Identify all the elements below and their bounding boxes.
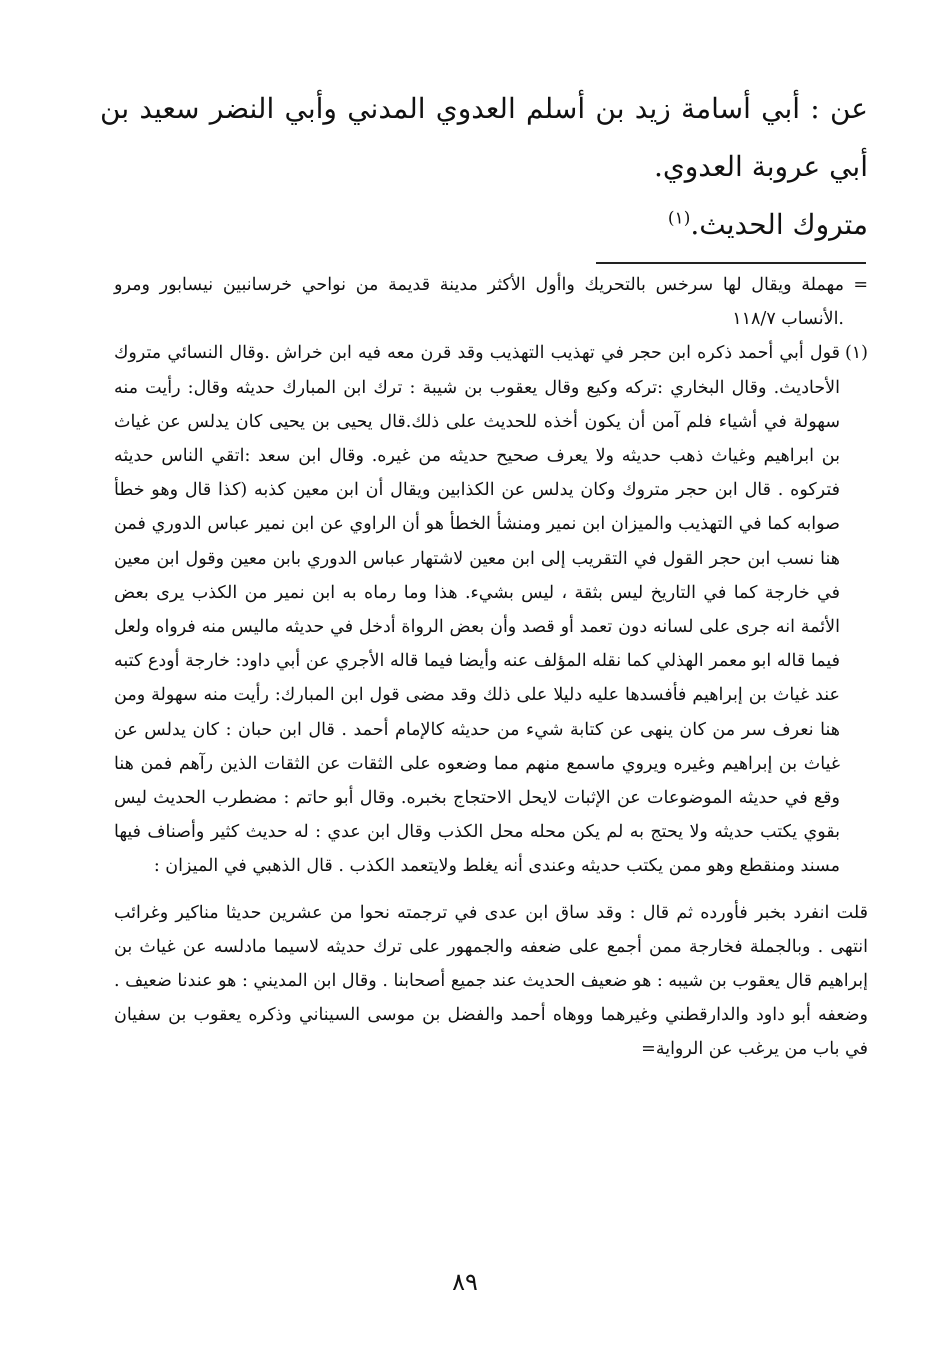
verdict-text: متروك الحديث. [690,208,868,241]
continuation-marker: = [853,275,868,295]
footnotes-section [114,268,868,1067]
footnote-quote: قلت انفرد بخبر فأورده ثم قال : وقد ساق ابن عدى في ترجمته نحوا من عشرين حديثا مناكير وغرائب انتهى . وبالجملة فخارجة ممن أجمع على ضعفه والجمهور على ترك حديثه لاسيما مادلسه عن غياث بن إبراهيم قال يعقوب بن شيبه : هو ضعيف الحديث عند جميع أصحابنا . وقال ابن المديني : هو عندنا ضعيف . وضعفه أبو داود والدارقطني وغيرهما ووهاه أحمد والفضل بن موسى السيناني وذكره يعقوب بن سفيان في باب من يرغب عن الرواية= [114,902,868,1060]
verdict-line [100,196,868,254]
footnote-reference[interactable]: (١) [667,208,691,229]
footnote-1 [114,336,868,883]
footnote-divider [596,262,866,264]
page-number: ٨٩ [452,1268,478,1296]
main-text [100,80,868,254]
narrator-paragraph: عن : أبي أسامة زيد بن أسلم العدوي المدني وأبي النضر سعيد بن أبي عروبة العدوي. [100,92,868,183]
continuation-text: مهملة ويقال لها سرخس بالتحريك واأول الأكثر مدينة قديمة من نواحي خرسانبين نيسابور ومرو .الأنساب ١١٨/٧ [114,275,844,330]
footnote-1-text: قول أبي أحمد ذكره ابن حجر في تهذيب التهذيب وقد قرن معه فيه ابن خراش .وقال النسائي متروك الأحاديث. وقال البخاري :تركه وكيع وقال يعقوب بن شيبة : ترك ابن المبارك حديثه وقال: رأيت منه سهولة في أشياء فلم آمن أن يكون أخذه للحديث على ذلك.قال يحيى بن يحيى كان يدلس عن غياث بن ابراهيم وغياث ذهب حديثه ولا يعرف صحيح حديثه من غيره. وقال ابن سعد :اتقي الناس حديثه فتركوه . قال ابن حجر متروك وكان يدلس عن الكذابين ويقال أن ابن معين كذبه (كذا قال وهو خطأ صوابه كما في التهذيب والميزان ابن نمير ومنشأ الخطأ هو أن الراوي عن ابن نمير عباس الدوري فمن هنا نسب ابن حجر القول في التقريب إلى ابن معين لاشتهار عباس الدوري بابن معين وقول ابن معين في خارجة كما في التاريخ ليس بثقة ، ليس بشيء. هذا وما رماه به ابن نمير من الكذب يرى بعض الأئمة انه جرى على لسانه دون تعمد أو قصد وأن بعض الرواة أدخل في حديثه ماليس منه فرواه ولعل فيما قاله ابو معمر الهذلي كما نقله المؤلف عنه وأيضا فيما قاله الأجري عن أبي داود: خارجة أودع كتبه عند غياث بن إبراهيم فأفسدها عليه دليلا على ذلك وقد مضى قول ابن المبارك: رأيت منه سهولة ومن هنا نعرف سر من كان ينهى عن كتابة شيء من حديثه كالإمام أحمد . قال ابن حبان : كان يدلس عن غياث بن إبراهيم وغيره ويروي ماسمع منهم مما وضعوه على الثقات عن الثقات الذين رآهم فمن هنا وقع في حديثه الموضوعات عن الإثبات لايحل الاحتجاج بخبره. وقال أبو حاتم : مضطرب الحديث ليس بقوي يكتب حديثه ولا يحتج به لم يكن محله محل الكذب وقال ابن عدي : له حديث كثير وأصناف فيها مسند ومنقطع وهو ممن يكتب حديثه وعندى أنه يغلط ولايتعمد الكذب . قال الذهبي في الميزان : [114,343,840,877]
footnote-1-marker: (١) [844,343,868,364]
footnote-continuation [114,268,868,336]
